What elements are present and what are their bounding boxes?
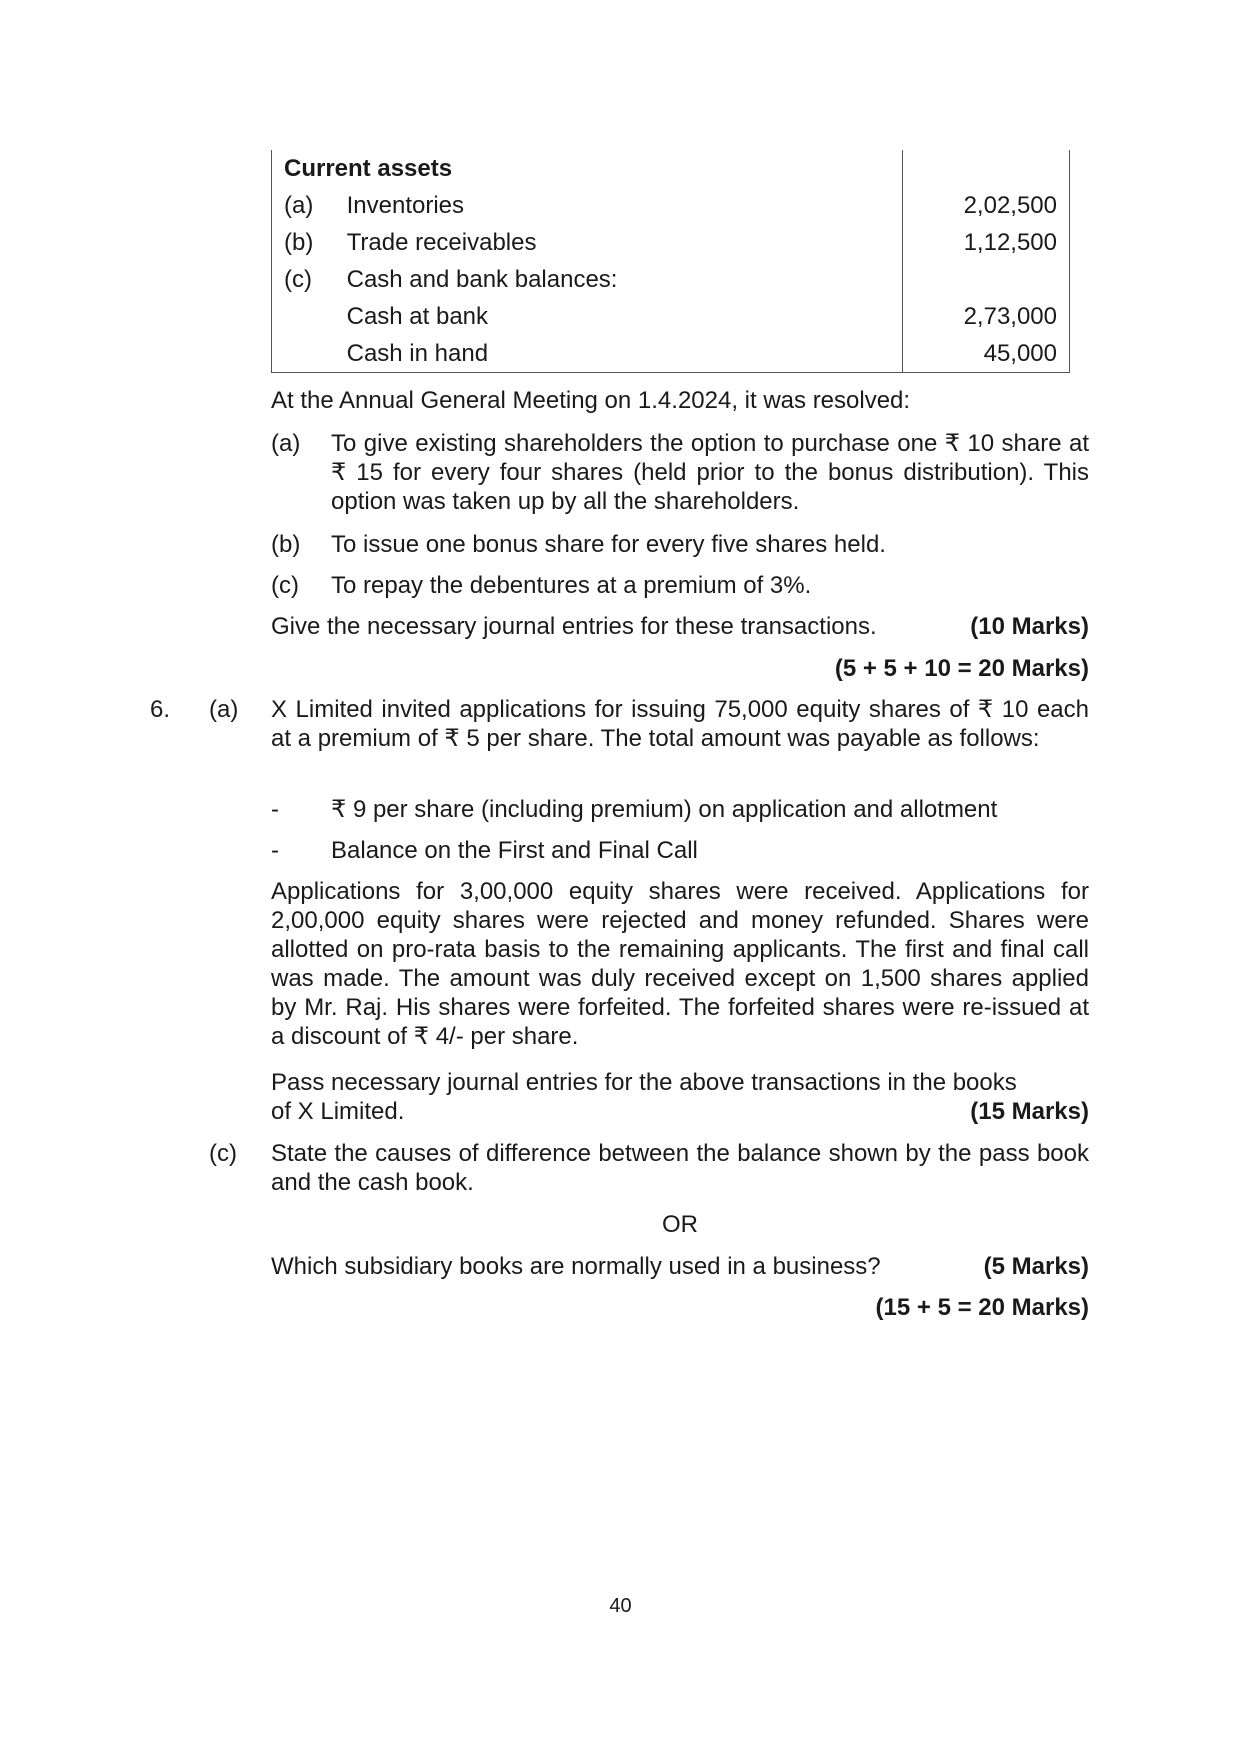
q6c-marks: (5 Marks) — [983, 1253, 1089, 1280]
agm-instruction: Give the necessary journal entries for these transactions. — [271, 613, 877, 640]
item-text: To repay the debentures at a premium of 3%. — [331, 572, 812, 599]
bullet-text: ₹ 9 per share (including premium) on application and allotment — [331, 796, 998, 823]
row-description: Cash and bank balances: — [346, 266, 618, 293]
q6a-instruction-line2 — [271, 1097, 1089, 1126]
agm-total-marks: (5 + 5 + 10 = 20 Marks) — [834, 655, 1089, 682]
bullet-mark: - — [271, 837, 279, 864]
current-assets-table — [271, 150, 1070, 373]
q6a-bullet-1 — [271, 795, 1089, 825]
table-row — [272, 187, 1070, 224]
row-description: Trade receivables — [346, 229, 537, 256]
row-amount: 2,73,000 — [902, 298, 1069, 335]
item-text: To issue one bonus share for every five shares held. — [331, 531, 886, 558]
page-number: 40 — [609, 1595, 632, 1617]
row-amount: 1,12,500 — [902, 224, 1069, 261]
agm-item-c — [271, 571, 1089, 601]
q6-total-marks: (15 + 5 = 20 Marks) — [875, 1294, 1089, 1321]
row-label — [272, 335, 347, 373]
row-amount: 45,000 — [902, 335, 1069, 373]
question-number: 6. — [150, 696, 171, 723]
agm-item-b — [271, 530, 1089, 560]
q6a-details: Applications for 3,00,000 equity shares were received. Applications for 2,00,000 equity shares were rejected and money refunded. Shares were allotted on pro-rata basis to the remaining applicants. The first and final call was made. The amount was duly received except on 1,500 shares applied by Mr. Raj. His shares were forfeited. The forfeited shares were re-issued at a discount of ₹ 4/- per share. — [271, 878, 1089, 1050]
row-amount: 2,02,500 — [902, 187, 1069, 224]
item-label: (c) — [271, 572, 299, 599]
table-heading-row — [272, 150, 1070, 187]
agm-instruction-marks: (10 Marks) — [970, 613, 1089, 640]
row-description: Cash in hand — [346, 340, 489, 367]
table-row — [272, 335, 1070, 373]
row-description: Inventories — [346, 192, 465, 219]
q6a-instruction-line1: Pass necessary journal entries for the above transactions in the books — [271, 1069, 1017, 1096]
or-separator: OR — [662, 1211, 698, 1238]
item-text: To give existing shareholders the option to purchase one ₹ 10 share at ₹ 15 for every four shares (held prior to the bonus distribution). This option was taken up by all the shareholders. — [331, 430, 1089, 515]
q6c-alt-line — [271, 1252, 1089, 1281]
item-label: (b) — [271, 531, 301, 558]
bullet-mark: - — [271, 796, 279, 823]
row-description: Cash at bank — [346, 303, 489, 330]
bullet-text: Balance on the First and Final Call — [331, 837, 698, 864]
row-label: (a) — [284, 192, 314, 219]
q6c-label: (c) — [209, 1140, 237, 1167]
table-row — [272, 224, 1070, 261]
agm-intro: At the Annual General Meeting on 1.4.2024, it was resolved: — [271, 387, 911, 414]
table-row — [272, 261, 1070, 298]
q6a-instruction-end: of X Limited. — [271, 1098, 405, 1125]
q6a-marks: (15 Marks) — [970, 1098, 1089, 1125]
row-amount — [902, 261, 1069, 298]
row-label — [272, 298, 347, 335]
item-label: (a) — [271, 430, 301, 457]
row-label: (c) — [284, 266, 312, 293]
q6a-intro: X Limited invited applications for issuing 75,000 equity shares of ₹ 10 each at a premium of ₹ 5 per share. The total amount was payable as follows: — [271, 696, 1089, 752]
table-row — [272, 298, 1070, 335]
row-label: (b) — [284, 229, 314, 256]
agm-item-a — [271, 429, 1089, 519]
q6c-alt-text: Which subsidiary books are normally used in a business? — [271, 1253, 881, 1280]
q6a-label: (a) — [209, 696, 239, 723]
q6a-bullet-2 — [271, 836, 1089, 866]
agm-instruction-line — [271, 612, 1089, 641]
table-heading: Current assets — [284, 155, 453, 182]
q6c-text: State the causes of difference between the balance shown by the pass book and the cash book. — [271, 1140, 1089, 1196]
